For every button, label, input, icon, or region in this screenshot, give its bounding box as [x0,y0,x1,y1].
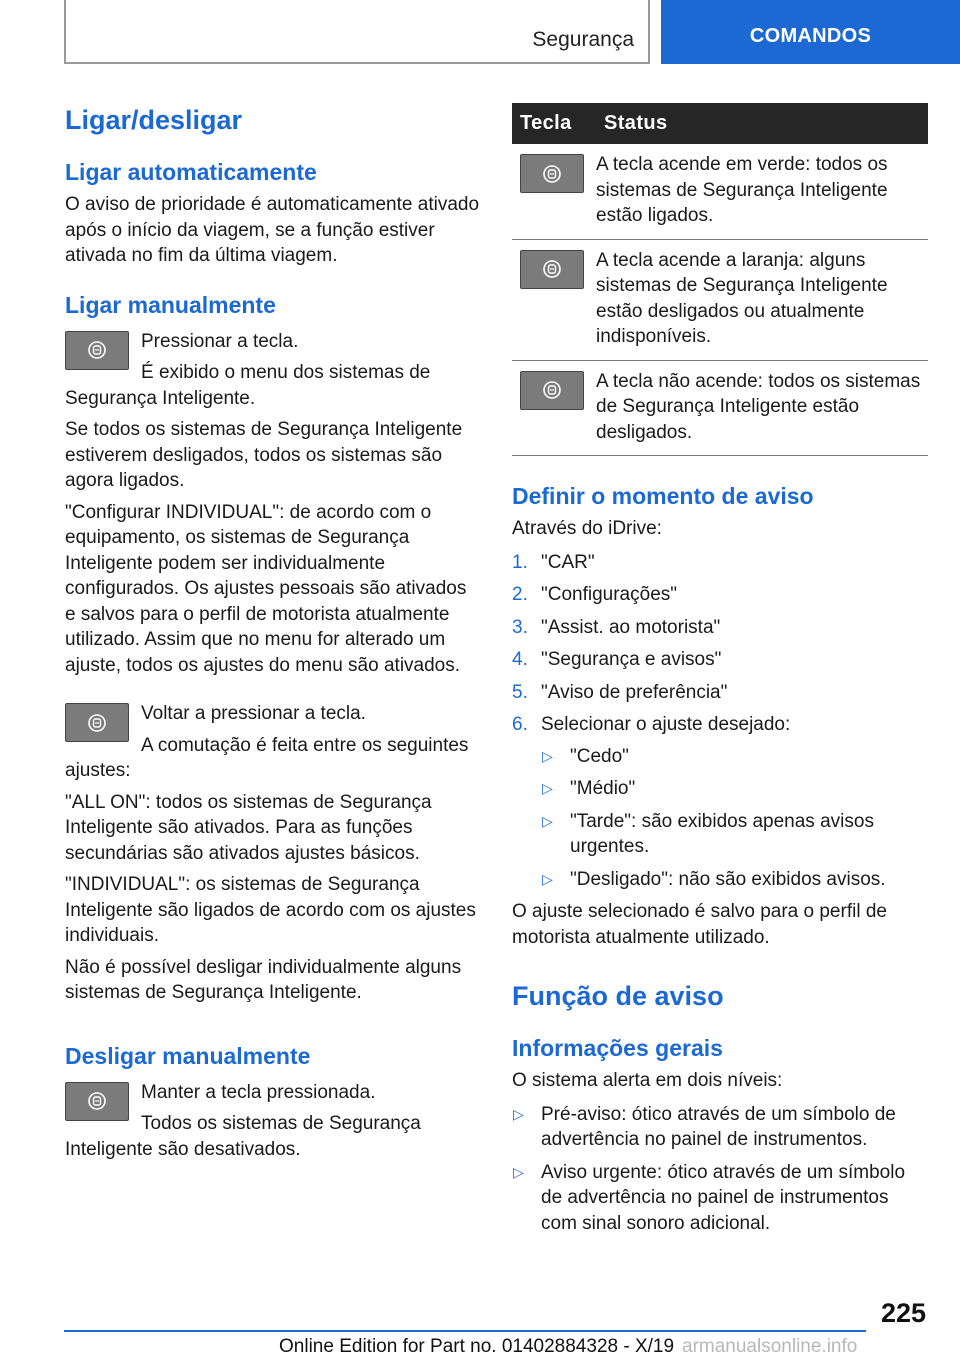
list-item [512,1102,928,1153]
header-section-box [64,0,650,64]
heading-ligar-automaticamente: Ligar automaticamente [65,159,317,185]
footer-edition: Online Edition for Part no. 01402884328 - X/19 [279,1336,675,1357]
options-list [541,744,928,893]
table-row [512,360,928,456]
step-number: 2. [512,584,528,605]
text-press-again: Voltar a pressionar a tecla. [141,703,366,724]
table-cell-status: A tecla acende em verde: todos os sistemas de Segurança Inteligente estão ligados. [596,144,928,239]
safety-key-icon [520,371,584,410]
key-instruction-press [65,329,480,412]
section-title-funcao-aviso: Função de aviso [512,981,724,1011]
option-text: "Desligado": não são exibidos avisos. [570,868,886,890]
list-item [512,1160,928,1237]
text-all-deactivated: Todos os sistemas de Segurança Inteligente são desativados. [65,1113,421,1160]
triangle-bullet-icon: ▷ [542,812,553,829]
text-press-key: Pressionar a tecla. [141,330,299,352]
table-row [512,144,928,239]
header-chapter-tab: COMANDOS [661,0,960,64]
text-all-on: "ALL ON": todos os sistemas de Segurança Inteligente são ativados. Para as funções secundárias são ativados ajustes básicos. [65,791,432,864]
key-instruction-hold [65,1080,480,1163]
list-item [512,712,928,892]
option-text: "Médio" [570,778,636,799]
table-header-status: Status [596,103,928,144]
text-idrive-intro: Através do iDrive: [512,518,662,539]
list-item [512,550,928,576]
idrive-steps-list [512,550,928,893]
triangle-bullet-icon: ▷ [542,780,553,796]
page-number: 225 [880,1298,926,1328]
triangle-bullet-icon: ▷ [513,1163,524,1180]
list-item [512,680,928,706]
safety-key-icon [65,703,129,742]
step-number: 5. [512,681,528,703]
text-configurar-individual: "Configurar INDIVIDUAL": de acordo com o equipamento, os sistemas de Segurança Inteligente podem ser individualmente configurados. Os ajustes pessoais são ativados e salvos para o perfil de motorista atualmente utilizado. Assim que no menu for alterado um ajuste, todos os ajustes do menu são ativados. [65,501,467,676]
triangle-bullet-icon: ▷ [542,870,553,887]
heading-informacoes-gerais: Informações gerais [512,1035,723,1061]
heading-definir-momento-aviso: Definir o momento de aviso [512,483,814,509]
text-hold-key: Manter a tecla pressionada. [141,1081,376,1103]
table-header-row [512,103,928,144]
list-item [541,867,928,893]
step-text: "Configurações" [541,584,678,605]
list-item [512,615,928,641]
warning-levels-list [512,1102,928,1237]
safety-key-icon [520,154,584,193]
key-status-table [512,103,928,456]
step-number: 3. [512,616,528,638]
triangle-bullet-icon: ▷ [513,1105,524,1122]
heading-desligar-manualmente: Desligar manualmente [65,1042,311,1069]
list-item [541,776,928,802]
step-text: "Segurança e avisos" [541,649,722,670]
option-text: "Tarde": são exibidos apenas avisos urgentes. [570,810,874,857]
watermark: armanualsonline.info [682,1336,858,1357]
left-column [65,96,480,1162]
step-number: 6. [512,714,528,735]
step-text: "CAR" [541,551,595,573]
level-text: Aviso urgente: ótico através de um símbolo de advertência no painel de instrumentos com sinal sonoro adicional. [541,1161,906,1234]
step-text: Selecionar o ajuste desejado: [541,714,791,735]
table-header-key: Tecla [512,103,596,144]
step-number: 4. [512,649,528,670]
table-cell-status: A tecla acende a laranja: alguns sistemas de Segurança Inteligente estão desligados ou atualmente indisponíveis. [596,239,928,360]
list-item [541,809,928,860]
text-setting-saved: O ajuste selecionado é salvo para o perfil de motorista atualmente utilizado. [512,901,887,948]
list-item [512,582,928,608]
text-two-levels: O sistema alerta em dois níveis: [512,1070,783,1091]
list-item [512,647,928,673]
safety-key-icon [65,1082,129,1121]
table-cell-status: A tecla não acende: todos os sistemas de Segurança Inteligente estão desligados. [596,360,928,456]
safety-key-icon [520,250,584,289]
footer-divider [64,1330,866,1332]
section-title-ligar-desligar: Ligar/desligar [65,105,243,135]
table-row [512,239,928,360]
list-item [541,744,928,770]
triangle-bullet-icon: ▷ [542,747,553,764]
text-cannot-disable: Não é possível desligar individualmente alguns sistemas de Segurança Inteligente. [65,956,462,1003]
header-section-title: Segurança [532,28,634,51]
text-toggle: A comutação é feita entre os seguintes ajustes: [65,734,469,781]
text-auto: O aviso de prioridade é automaticamente ativado após o início da viagem, se a função estiver ativada no fim da última viagem. [65,194,480,266]
step-number: 1. [512,551,528,573]
text-menu-shown: É exibido o menu dos sistemas de Segurança Inteligente. [65,362,431,409]
safety-key-icon [65,331,129,370]
key-instruction-press-again [65,701,480,784]
text-individual: "INDIVIDUAL": os sistemas de Segurança Inteligente são ligados de acordo com os ajustes individuais. [65,874,476,946]
step-text: "Aviso de preferência" [541,681,728,703]
heading-ligar-manualmente: Ligar manualmente [65,291,276,318]
level-text: Pré-aviso: ótico através de um símbolo de advertência no painel de instrumentos. [541,1103,896,1150]
text-all-off: Se todos os sistemas de Segurança Inteligente estiverem desligados, todos os sistemas são agora ligados. [65,419,463,491]
right-column [512,103,928,1243]
step-text: "Assist. ao motorista" [541,616,721,638]
option-text: "Cedo" [570,745,629,767]
